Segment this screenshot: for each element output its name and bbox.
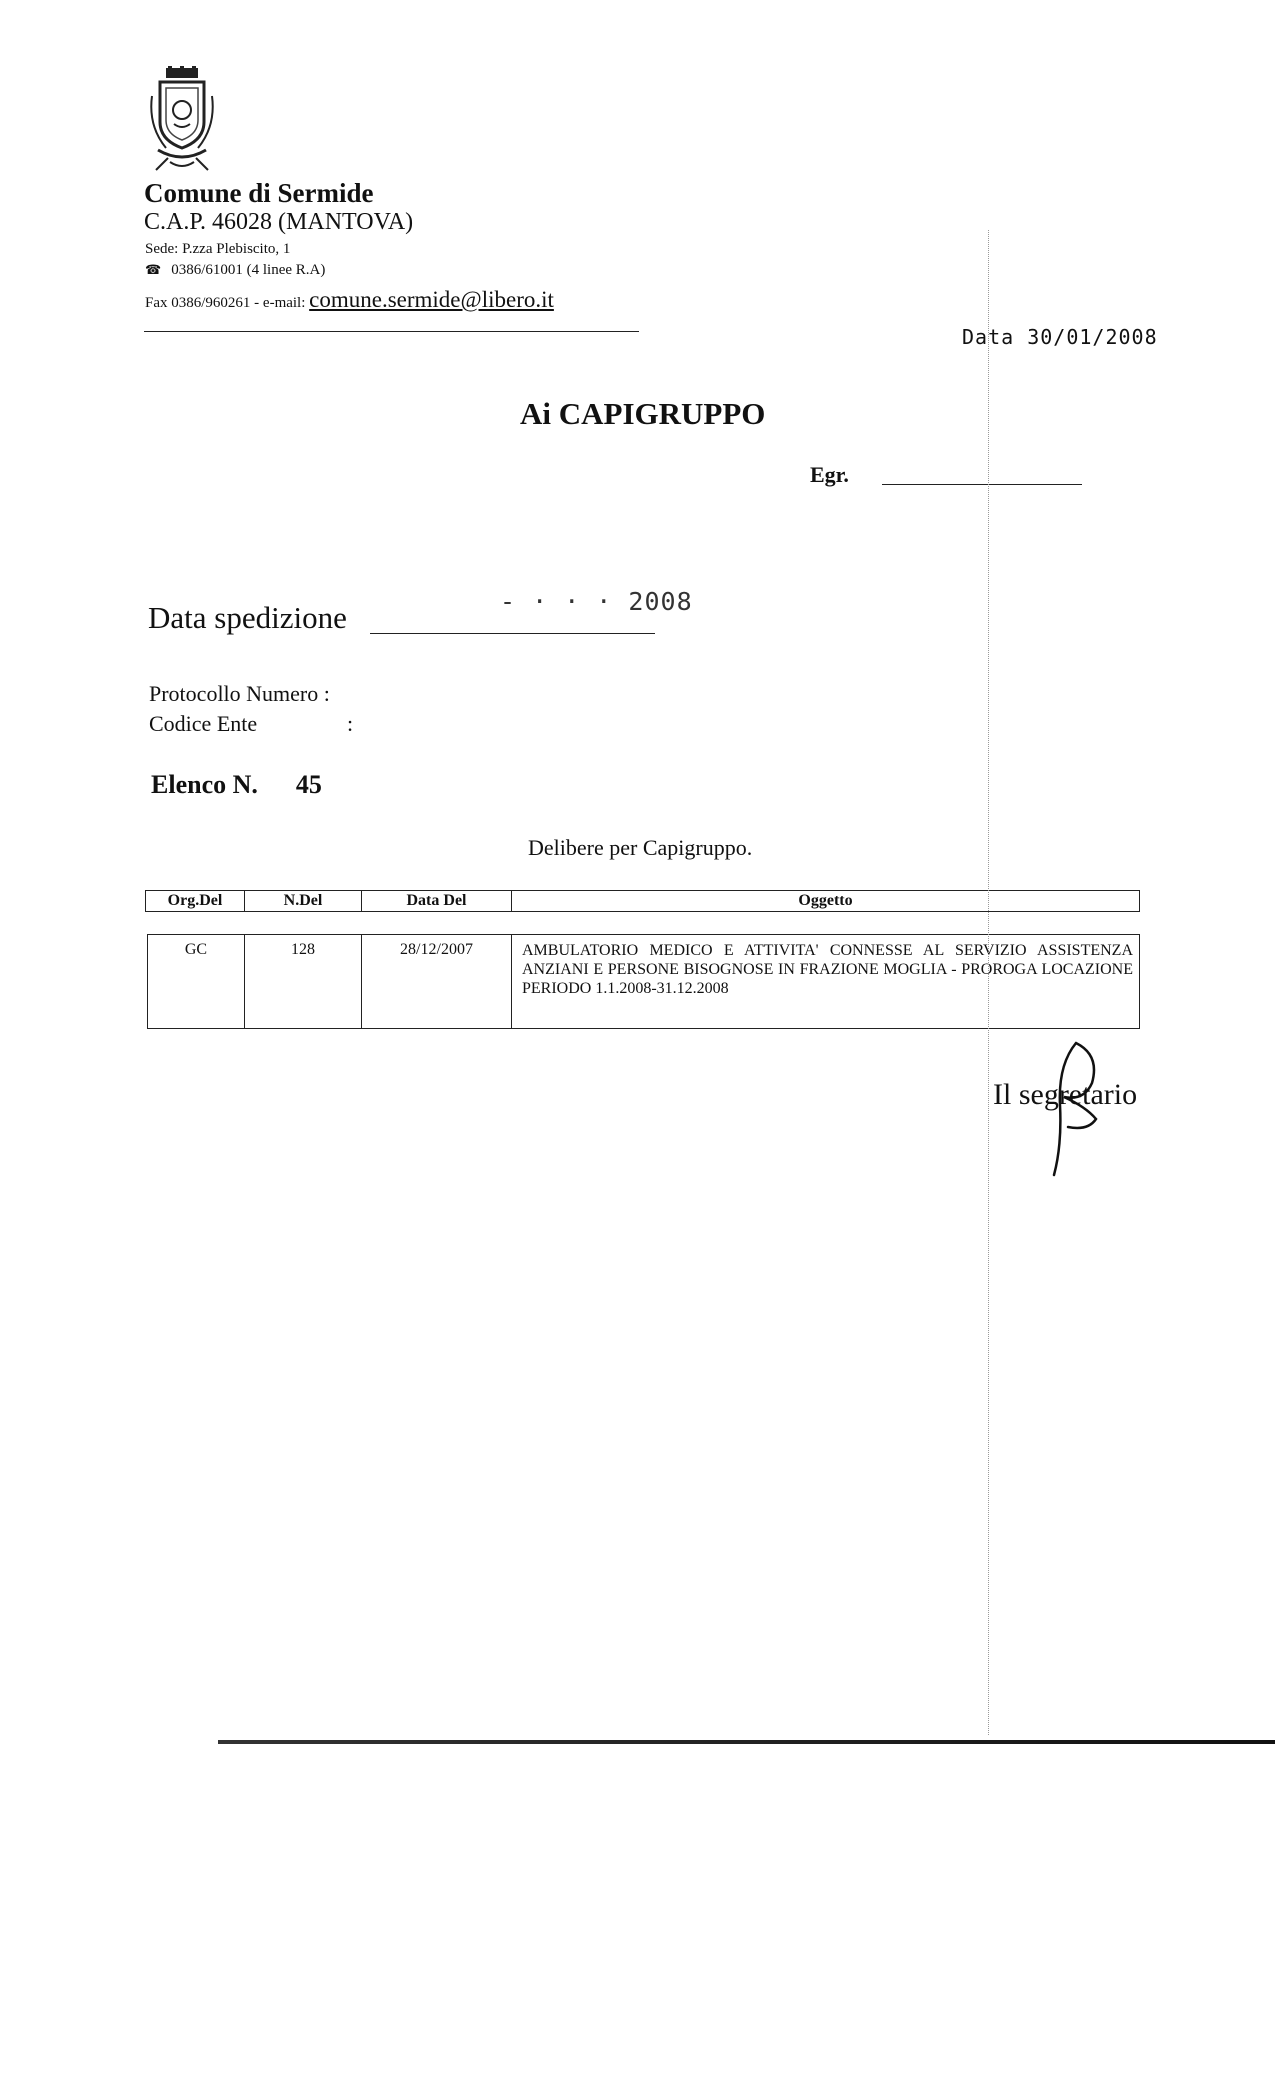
recipient-title: Ai CAPIGRUPPO [520, 396, 766, 431]
column-header-org: Org.Del [146, 891, 245, 912]
signature-label: Il segretario [993, 1078, 1138, 1111]
phone-number: 0386/61001 (4 linee R.A) [171, 262, 326, 278]
list-number [151, 770, 322, 800]
deliberations-table-header [145, 890, 1140, 912]
email-link[interactable]: comune.sermide@libero.it [309, 287, 554, 312]
salutation-label: Egr. [810, 462, 849, 487]
phone-line [145, 262, 325, 279]
fax-number: Fax 0386/960261 - e-mail: [145, 295, 310, 311]
column-header-subject: Oggetto [512, 891, 1140, 912]
municipal-crest-icon [148, 66, 216, 174]
entity-code-row [149, 711, 354, 737]
postal-code-line: C.A.P. 46028 (MANTOVA) [144, 209, 414, 235]
cell-date: 28/12/2007 [362, 935, 512, 1029]
column-header-date: Data Del [362, 891, 512, 912]
table-row [148, 935, 1140, 1029]
cell-org: GC [148, 935, 245, 1029]
shipping-date-stamp: - · · · 2008 [500, 587, 693, 616]
salutation-blank-line [882, 484, 1082, 485]
header-rule [144, 331, 639, 332]
list-number-label: Elenco N. [151, 770, 258, 799]
scan-artifact-line [988, 230, 989, 1735]
shipping-date-line [370, 633, 655, 634]
entity-code-colon: : [347, 711, 354, 736]
list-title: Delibere per Capigruppo. [528, 835, 753, 860]
municipality-name: Comune di Sermide [144, 178, 374, 208]
footer-rule [218, 1740, 1275, 1744]
deliberations-table [147, 934, 1140, 1029]
shipping-date-label: Data spedizione [148, 600, 347, 635]
fax-email-line [145, 287, 554, 313]
document-date: Data 30/01/2008 [962, 325, 1158, 349]
cell-number: 128 [245, 935, 362, 1029]
handwritten-signature [1040, 1035, 1110, 1185]
protocol-number-label: Protocollo Numero : [149, 681, 330, 706]
list-number-value: 45 [295, 770, 322, 799]
entity-code-label: Codice Ente [149, 711, 258, 736]
telephone-icon: ☎ [145, 262, 162, 277]
column-header-number: N.Del [245, 891, 362, 912]
cell-subject: AMBULATORIO MEDICO E ATTIVITA' CONNESSE AL SERVIZIO ASSISTENZA ANZIANI E PERSONE BISOGNOSE IN FRAZIONE MOGLIA - PROROGA LOCAZIONE PERIODO 1.1.2008-31.12.2008 [512, 935, 1140, 1029]
office-address: Sede: P.zza Plebiscito, 1 [145, 241, 291, 257]
